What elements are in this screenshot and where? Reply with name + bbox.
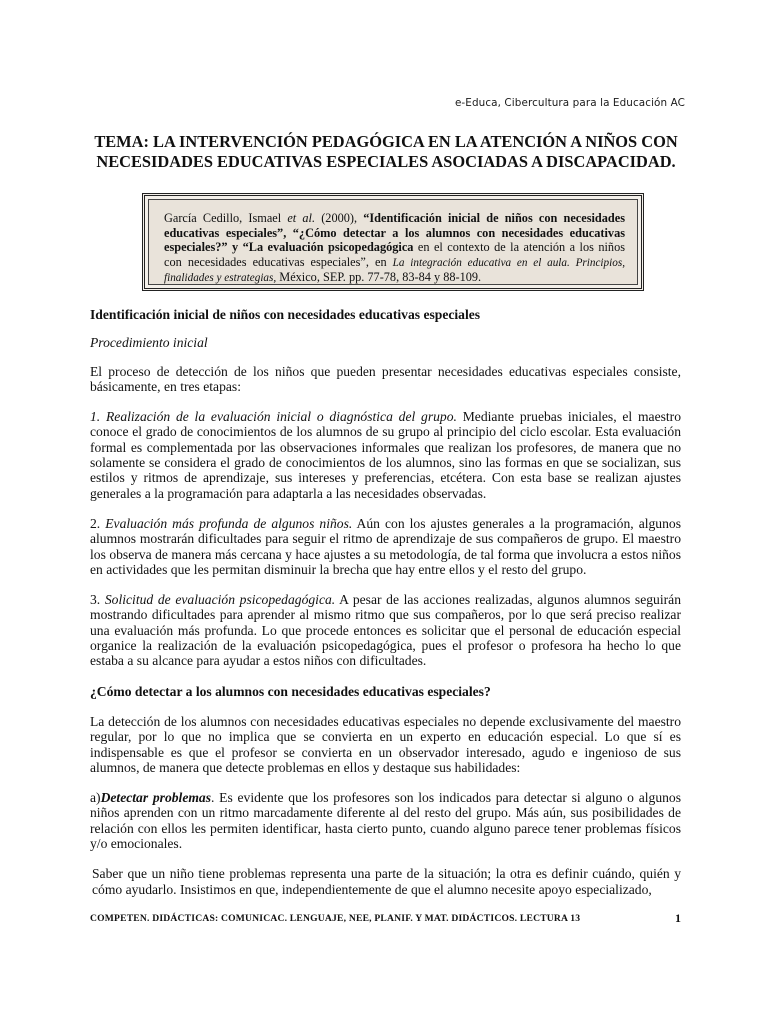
- step-3-number: 3.: [90, 592, 101, 608]
- step-3-label: Solicitud de evaluación psicopedagógica.: [104, 592, 336, 608]
- item-a-label: Detectar problemas: [100, 790, 212, 806]
- citation-author: García Cedillo, Ismael: [164, 211, 282, 225]
- item-a-text: . Es evidente que los profesores son los indicados para detectar si alguno o algunos niños aprenden con un ritmo marcadamente diferente al del resto del grupo. Más aún, sus posibilidades de relación con ellos les permiten identificar, hasta cierto punto, cuando alguno parece tener problemas físicos y/o emocionales.: [90, 790, 682, 852]
- document-body: [90, 307, 681, 897]
- citation-text: [148, 199, 638, 285]
- citation-publisher: México, SEP. pp. 77-78, 83-84 y 88-109.: [279, 270, 482, 285]
- paragraph-saber: Saber que un niño tiene problemas representa una parte de la situación; la otra es definir cuándo, quién y cómo ayudarlo. Insistimos en que, independientemente de que el alumno necesite apoyo especializado,: [92, 866, 681, 897]
- step-1-text: Mediante pruebas iniciales, el maestro conoce el grado de conocimientos de los alumnos de su grupo al principio del ciclo escolar. Esta evaluación formal es complementada por las observaciones informales que realizan los profesores, de manera que no solamente se considera el grado de conocimientos de los alumnos, sino las formas en que se socializan, sus estilos y ritmos de aprendizaje, sus intereses y preferencias, etcétera. Con esta base se realizan ajustes generales a la programación para adaptarla a las necesidades observadas.: [90, 409, 681, 501]
- step-3-text: A pesar de las acciones realizadas, algunos alumnos seguirán mostrando dificultades para aprender al mismo ritmo que sus compañeros, por lo que será preciso realizar una evaluación más profunda. Lo que procede entonces es solicitar que el personal de educación especial organice la realización de la evaluación psicopedagógica, pues el profesor o profesora ha hecho lo que estaba a su alcance para ayudar a estos niños con dificultades.: [90, 592, 681, 669]
- step-2-text: Aún con los ajustes generales a la programación, algunos alumnos mostrarán dificultades para seguir el ritmo de aprendizaje de sus compañeros de grupo. El maestro los observa de manera más cercana y hace ajustes a su metodología, de tal forma que involucra a estos niños en actividades que les permitan disminuir la brecha que hay entre ellos y el resto del grupo.: [90, 515, 681, 577]
- section-heading-como-detectar: ¿Cómo detectar a los alumnos con necesidades educativas especiales?: [90, 683, 491, 699]
- citation-year: (2000),: [321, 211, 358, 225]
- citation-box: [142, 193, 644, 291]
- page-number: 1: [675, 911, 681, 925]
- organization-header: e-Educa, Cibercultura para la Educación AC: [454, 97, 685, 109]
- document-title: TEMA: LA INTERVENCIÓN PEDAGÓGICA EN LA ATENCIÓN A NIÑOS CON NECESIDADES EDUCATIVAS ESPECIALES ASOCIADAS A DISCAPACIDAD.: [94, 132, 678, 171]
- item-a-prefix: a): [90, 790, 101, 806]
- paragraph-intro: El proceso de detección de los niños que pueden presentar necesidades educativas especiales consiste, básicamente, en tres etapas:: [90, 363, 681, 394]
- step-1-label: 1. Realización de la evaluación inicial o diagnóstica del grupo.: [90, 409, 457, 425]
- paragraph-deteccion: La detección de los alumnos con necesidades educativas especiales no depende exclusivamente del maestro regular, por lo que no implica que se convierta en un experto en educación especial. Lo que sí es indispensable es que el profesor se convierta en un observador interesado, agudo e ingenioso de sus alumnos, de manera que detecte problemas en ellos y destaque sus habilidades:: [90, 713, 681, 775]
- citation-titles: “Identificación inicial de niños con necesidades educativas especiales”, “¿Cómo detectar a los alumnos con necesidades educativas especiales?” y “La evaluación psicopedagógica: [164, 211, 625, 255]
- subheading-procedimiento: Procedimiento inicial: [90, 335, 208, 351]
- section-heading-identificacion: Identificación inicial de niños con necesidades educativas especiales: [90, 307, 481, 322]
- citation-context: en el contexto de la atención a los niños con necesidades educativas especiales”, en: [164, 240, 625, 269]
- citation-book: La integración educativa en el aula. Principios, finalidades y estrategias,: [164, 256, 625, 285]
- step-2-number: 2.: [90, 515, 101, 531]
- footer-running-title: COMPETEN. DIDÁCTICAS: COMUNICAC. LENGUAJE, NEE, PLANIF. Y MAT. DIDÁCTICOS. LECTURA 13: [90, 913, 581, 924]
- paragraph-step-3: [90, 592, 681, 668]
- paragraph-step-1: [90, 409, 681, 501]
- paragraph-detectar-problemas: [90, 790, 681, 851]
- paragraph-step-2: [90, 516, 681, 577]
- citation-et-al: et al.: [287, 211, 316, 225]
- step-2-label: Evaluación más profunda de algunos niños.: [105, 515, 353, 531]
